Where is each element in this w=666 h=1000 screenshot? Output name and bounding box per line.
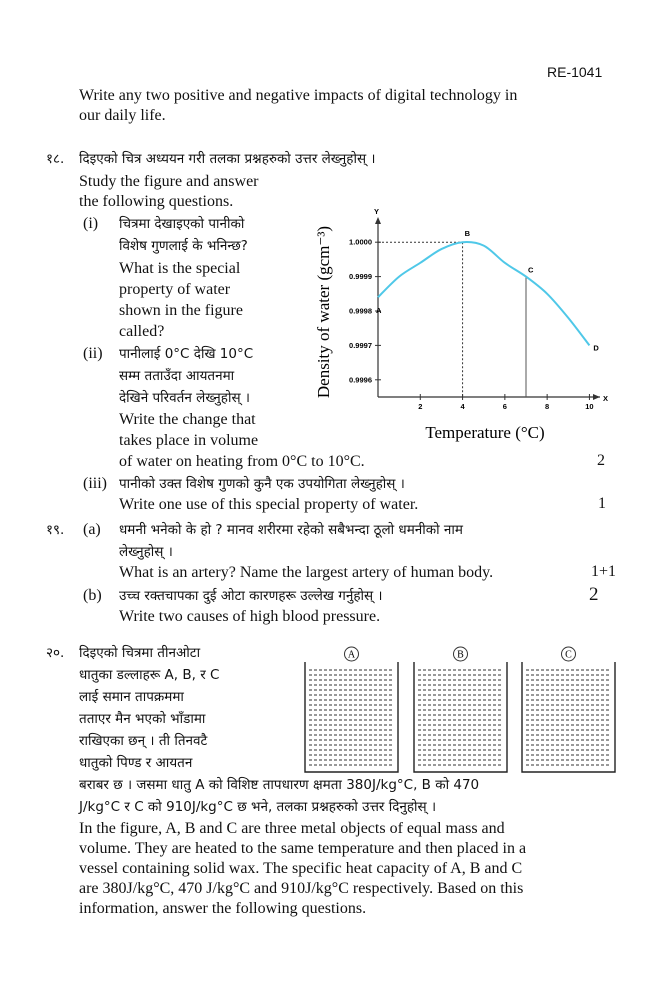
q18-english-line2: the following questions. <box>79 193 234 210</box>
x-tick-label: 4 <box>460 402 465 411</box>
wax-vessels-figure <box>300 640 620 780</box>
point-label-c: C <box>528 265 534 275</box>
q18-i-english-line1: What is the special <box>119 260 241 277</box>
q18-ii-label: (ii) <box>83 345 103 362</box>
q18-iii-english: Write one use of this special property of water. <box>119 496 419 513</box>
q18-i-label: (i) <box>83 215 99 232</box>
q19-a-english: What is an artery? Name the largest artery of human body. <box>119 564 494 581</box>
x-tick-label: 2 <box>418 402 423 411</box>
q20-nepali-line5: राखिएका छन् । ती तिनवटै <box>79 733 208 749</box>
q20-english-line5: information, answer the following questions. <box>79 900 367 917</box>
q18-ii-english-line3: of water on heating from 0°C to 10°C. <box>119 453 365 470</box>
q20-english-line4: are 380J/kg°C, 470 J/kg°C and 910J/kg°C respectively. Based on this <box>79 880 524 897</box>
y-tick-label: 0.9998 <box>349 306 372 316</box>
q20-nepali-full-line1: बराबर छ । जसमा धातु A को विशिष्ट तापधारण क्षमता 380J/kg°C, B को 470 <box>79 777 480 793</box>
q18-english-line1: Study the figure and answer <box>79 173 259 190</box>
q18-i-english-line4: called? <box>119 323 165 340</box>
q19-number: १९. <box>46 522 65 538</box>
q20-nepali-full-line2: J/kg°C र C को 910J/kg°C छ भने, तलका प्रश्नहरुको उत्तर दिनुहोस् । <box>79 799 437 815</box>
chart-plot-layer <box>314 207 608 442</box>
q19-b-label: (b) <box>83 587 102 604</box>
density-chart <box>300 205 610 450</box>
vessel-label-a: A <box>347 649 356 661</box>
y-axis-arrow <box>375 217 381 224</box>
paper-code: RE-1041 <box>547 64 603 80</box>
q18-ii-marks: 2 <box>597 452 605 469</box>
q20-nepali-line2: धातुका डल्लाहरू A, B, र C <box>79 667 220 683</box>
point-label-d: D <box>593 343 599 353</box>
x-tick-label: 8 <box>545 402 550 411</box>
wax-vessel-a <box>305 647 398 772</box>
q20-nepali-line3: लाई समान तापक्रममा <box>79 689 184 705</box>
q20-english-line3: vessel containing solid wax. The specific heat capacity of A, B and C <box>79 860 523 877</box>
x-axis-letter: X <box>603 394 609 403</box>
q18-nepali-instruction: दिइएको चित्र अध्ययन गरी तलका प्रश्नहरुको उत्तर लेख्नुहोस् । <box>79 151 376 167</box>
q19-a-nepali-line2: लेख्नुहोस् । <box>119 544 173 560</box>
y-tick-label: 0.9996 <box>349 375 372 385</box>
wax-vessel-c <box>522 647 615 772</box>
q19-b-nepali: उच्च रक्तचापका दुई ओटा कारणहरू उल्लेख गर्नुहोस् । <box>119 588 383 604</box>
q20-nepali-line6: धातुको पिण्ड र आयतन <box>79 755 193 771</box>
y-axis-title: Density of water (gcm⁻³) <box>314 225 333 399</box>
q19-b-english: Write two causes of high blood pressure. <box>119 608 381 625</box>
q17-text-line1: Write any two positive and negative impacts of digital technology in <box>79 87 518 104</box>
q18-i-nepali-line1: चित्रमा देखाइएको पानीको <box>119 216 245 232</box>
density-curve <box>378 242 589 345</box>
x-tick-label: 6 <box>502 402 507 411</box>
point-label-a: A <box>376 306 382 316</box>
y-tick-label: 0.9999 <box>349 272 372 282</box>
q20-number: २०. <box>46 645 65 661</box>
x-axis-arrow <box>593 394 600 400</box>
vessel-layer <box>305 647 615 772</box>
q18-ii-nepali-line2: सम्म तताउँदा आयतनमा <box>119 368 235 384</box>
q20-english-line1: In the figure, A, B and C are three metal objects of equal mass and <box>79 820 505 837</box>
q18-i-english-line2: property of water <box>119 281 231 298</box>
point-label-b: B <box>464 229 470 239</box>
q19-a-marks: 1+1 <box>591 563 617 580</box>
y-tick-label: 1.0000 <box>349 237 372 247</box>
q18-iii-marks: 1 <box>598 495 606 512</box>
q18-ii-nepali-line1: पानीलाई 0°C देखि 10°C <box>119 346 254 362</box>
q18-ii-english-line1: Write the change that <box>119 411 256 428</box>
x-axis-title: Temperature (°C) <box>425 423 545 442</box>
q20-english-line2: volume. They are heated to the same temperature and then placed in a <box>79 840 527 857</box>
vessel-label-b: B <box>457 649 464 661</box>
vessel-label-c: C <box>565 649 572 661</box>
q18-i-nepali-line2: विशेष गुणलाई के भनिन्छ? <box>119 238 248 254</box>
q19-a-label: (a) <box>83 521 101 538</box>
q18-iii-nepali: पानीको उक्त विशेष गुणको कुनै एक उपयोगिता लेख्नुहोस् । <box>119 476 405 492</box>
q19-b-marks: 2 <box>589 584 599 605</box>
q20-nepali-line1: दिइएको चित्रमा तीनओटा <box>79 645 201 661</box>
q18-iii-label: (iii) <box>83 475 107 492</box>
q18-ii-nepali-line3: देखिने परिवर्तन लेख्नुहोस् । <box>119 390 250 406</box>
q17-text-line2: our daily life. <box>79 107 166 124</box>
q18-i-english-line3: shown in the figure <box>119 302 243 319</box>
q18-number: १८. <box>46 151 65 167</box>
wax-vessel-b <box>414 647 507 772</box>
q18-ii-english-line2: takes place in volume <box>119 432 259 449</box>
y-tick-label: 0.9997 <box>349 340 372 350</box>
q19-a-nepali-line1: धमनी भनेको के हो ? मानव शरीरमा रहेको सबैभन्दा ठूलो धमनीको नाम <box>119 522 463 538</box>
q20-nepali-line4: तताएर मैन भएको भाँडामा <box>79 711 206 727</box>
x-tick-label: 10 <box>585 402 594 411</box>
y-axis-letter: Y <box>374 207 380 216</box>
